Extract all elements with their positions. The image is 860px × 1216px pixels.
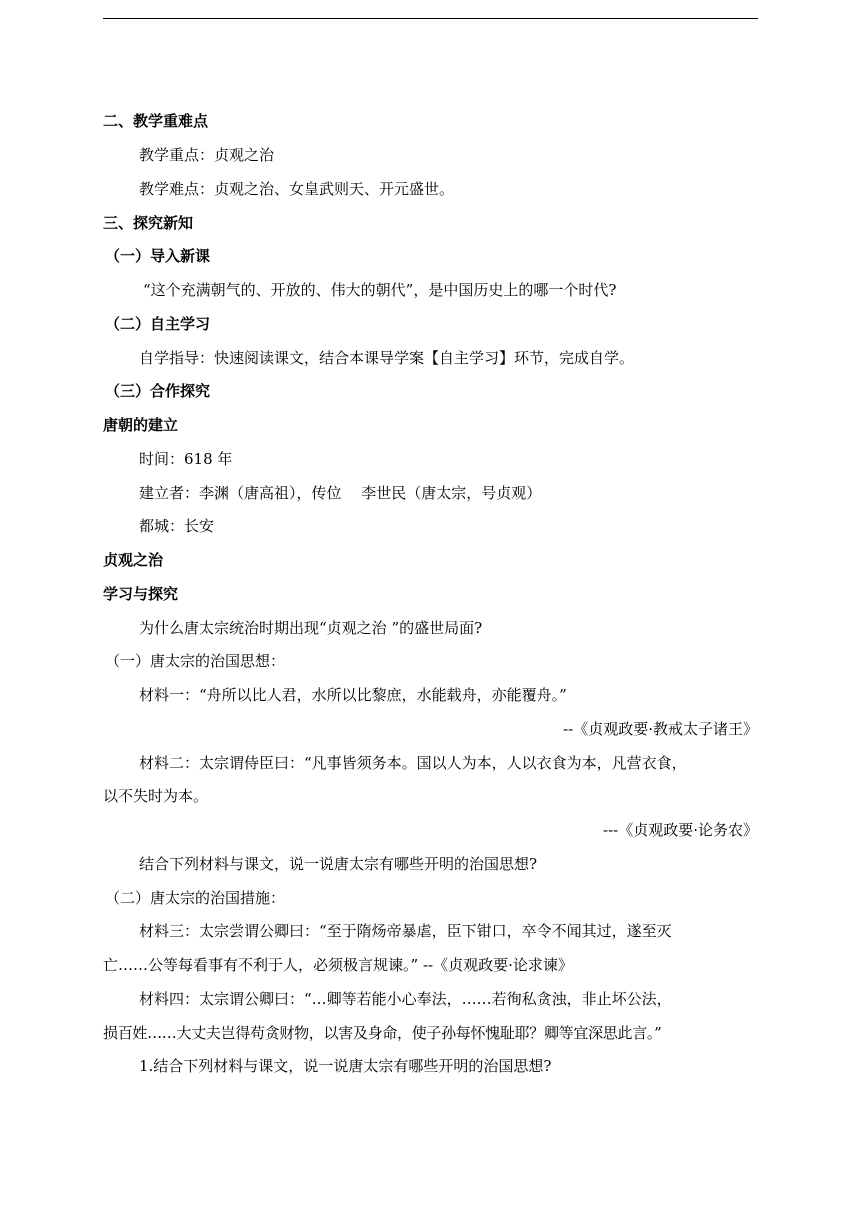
study-question: 为什么唐太宗统治时期出现“贞观之治 ”的盛世局面? [139, 619, 483, 637]
part1-heading: （一）导入新课 [105, 247, 211, 265]
study-heading: 学习与探究 [103, 585, 179, 603]
material3-line1: 材料三：太宗尝谓公卿曰：“至于隋炀帝暴虐，臣下钳口，卒令不闻其过，遂至灭 [139, 922, 672, 940]
tang-founder: 建立者：李渊（唐高祖），传位 李世民（唐太宗，号贞观） [139, 484, 542, 502]
material4-line1: 材料四：太宗谓公卿曰：“…卿等若能小心奉法，……若徇私贪浊，非止坏公法， [139, 990, 672, 1008]
material1-source: --《贞观政要·教戒太子诸王》 [563, 720, 758, 738]
part2-heading: （二）自主学习 [105, 315, 211, 333]
material1: 材料一：“舟所以比人君，水所以比黎庶，水能载舟，亦能覆舟。” [139, 686, 567, 704]
difficult-point: 教学难点：贞观之治、女皇武则天、开元盛世。 [139, 180, 455, 198]
material3-line2: 亡……公等每看事有不利于人，必须极言规谏。” --《贞观政要·论求谏》 [103, 956, 573, 974]
zhenguan-heading: 贞观之治 [103, 551, 164, 569]
section3-heading: 三、探究新知 [103, 214, 194, 232]
section2-heading: 二、教学重难点 [103, 112, 209, 130]
tang-capital: 都城：长安 [139, 517, 215, 535]
measures-heading: （二）唐太宗的治国措施： [105, 889, 286, 907]
material4-line2: 损百姓……大丈夫岂得苟贪财物，以害及身命，使子孙每怀愧耻耶？卿等宜深思此言。” [103, 1024, 662, 1042]
tang-time: 时间：618 年 [139, 450, 233, 468]
question1: 结合下列材料与课文，说一说唐太宗有哪些开明的治国思想? [139, 855, 538, 873]
part3-heading: （三）合作探究 [105, 382, 211, 400]
thought-heading: （一）唐太宗的治国思想： [105, 652, 286, 670]
tang-heading: 唐朝的建立 [103, 416, 179, 434]
material2-line1: 材料二：太宗谓侍臣曰：“凡事皆须务本。国以人为本，人以衣食为本，凡营衣食， [139, 754, 687, 772]
material2-line2: 以不失时为本。 [103, 787, 209, 805]
part2-text: 自学指导：快速阅读课文，结合本课导学案【自主学习】环节，完成自学。 [139, 349, 635, 367]
question2: 1.结合下列材料与课文，说一说唐太宗有哪些开明的治国思想? [139, 1057, 552, 1075]
header-rule [103, 18, 758, 19]
part1-text: “这个充满朝气的、开放的、伟大的朝代”，是中国历史上的哪一个时代? [143, 281, 617, 299]
key-point: 教学重点：贞观之治 [139, 146, 275, 164]
material2-source: ---《贞观政要·论务农》 [603, 821, 758, 839]
